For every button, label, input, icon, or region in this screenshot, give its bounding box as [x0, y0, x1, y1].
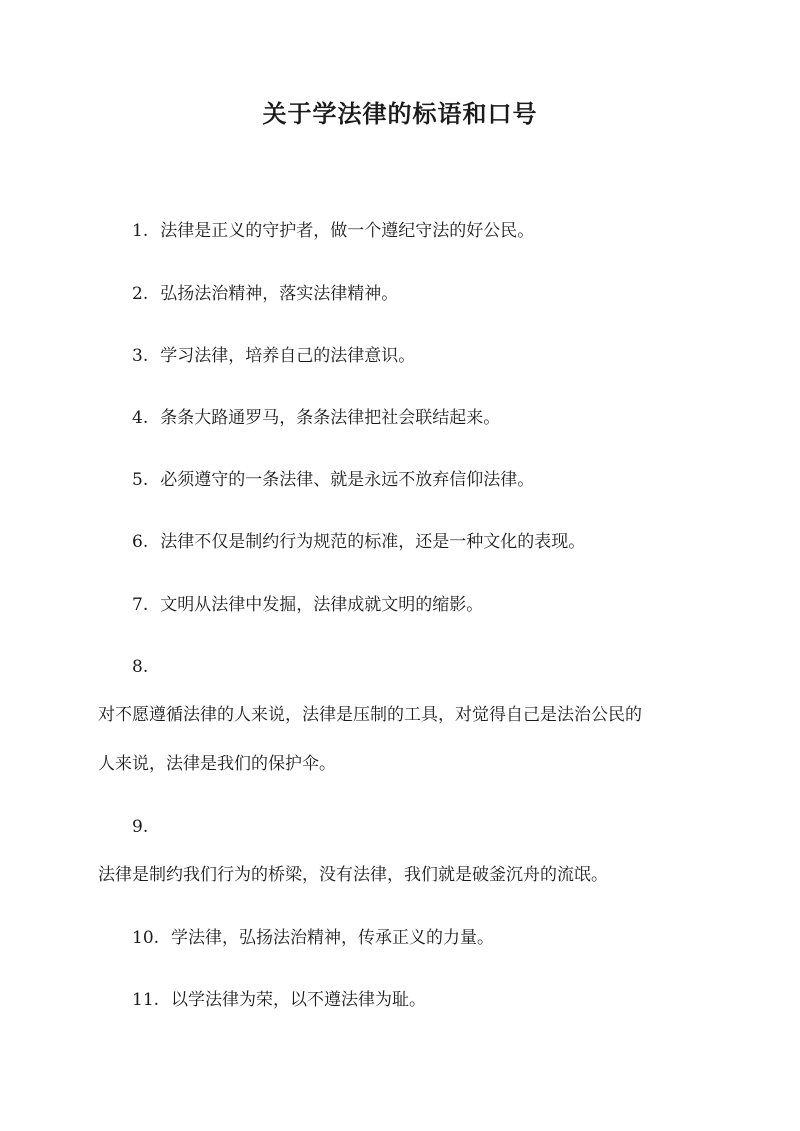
list-item: [132, 406, 500, 430]
item-number: 5.: [132, 470, 149, 490]
list-item: [132, 468, 534, 492]
item-number: 6.: [132, 532, 149, 552]
document-title: 关于学法律的标语和口号: [262, 99, 538, 128]
item-number: 1.: [132, 221, 149, 241]
item-text: 必须遵守的一条法律、就是永远不放弃信仰法律。: [160, 470, 535, 490]
item-text: 以学法律为荣，以不遵法律为耻。: [171, 990, 427, 1010]
item-text: 文明从法律中发掘，法律成就文明的缩影。: [160, 595, 484, 615]
list-item: [132, 282, 398, 306]
list-item: [132, 988, 426, 1012]
list-item: [132, 344, 415, 368]
item-number: 7.: [132, 595, 149, 615]
list-item: [132, 593, 483, 617]
item-text: 法律是正义的守护者，做一个遵纪守法的好公民。: [160, 221, 535, 241]
list-item: [132, 219, 534, 243]
item-text: 学法律，弘扬法治精神，传承正义的力量。: [171, 928, 495, 948]
item-number: 8.: [132, 657, 149, 677]
item-number: 3.: [132, 346, 149, 366]
item-text: 弘扬法治精神，落实法律精神。: [160, 284, 399, 304]
item-text: 条条大路通罗马，条条法律把社会联结起来。: [160, 408, 501, 428]
item-number: 4.: [132, 408, 149, 428]
item-text-continued: 人来说，法律是我们的保护伞。: [98, 754, 336, 774]
item-number: 2.: [132, 284, 149, 304]
item-number: 11.: [132, 990, 160, 1010]
item-text: 法律是制约我们行为的桥梁，没有法律，我们就是破釜沉舟的流氓。: [98, 865, 608, 885]
item-number: 10.: [132, 928, 160, 948]
list-item: [132, 530, 585, 554]
item-number: 9.: [132, 817, 149, 837]
item-text: 对不愿遵循法律的人来说，法律是压制的工具，对觉得自己是法治公民的: [98, 705, 642, 725]
item-text: 法律不仅是制约行为规范的标准，还是一种文化的表现。: [160, 532, 586, 552]
item-text: 学习法律，培养自己的法律意识。: [160, 346, 416, 366]
list-item: [132, 926, 494, 950]
